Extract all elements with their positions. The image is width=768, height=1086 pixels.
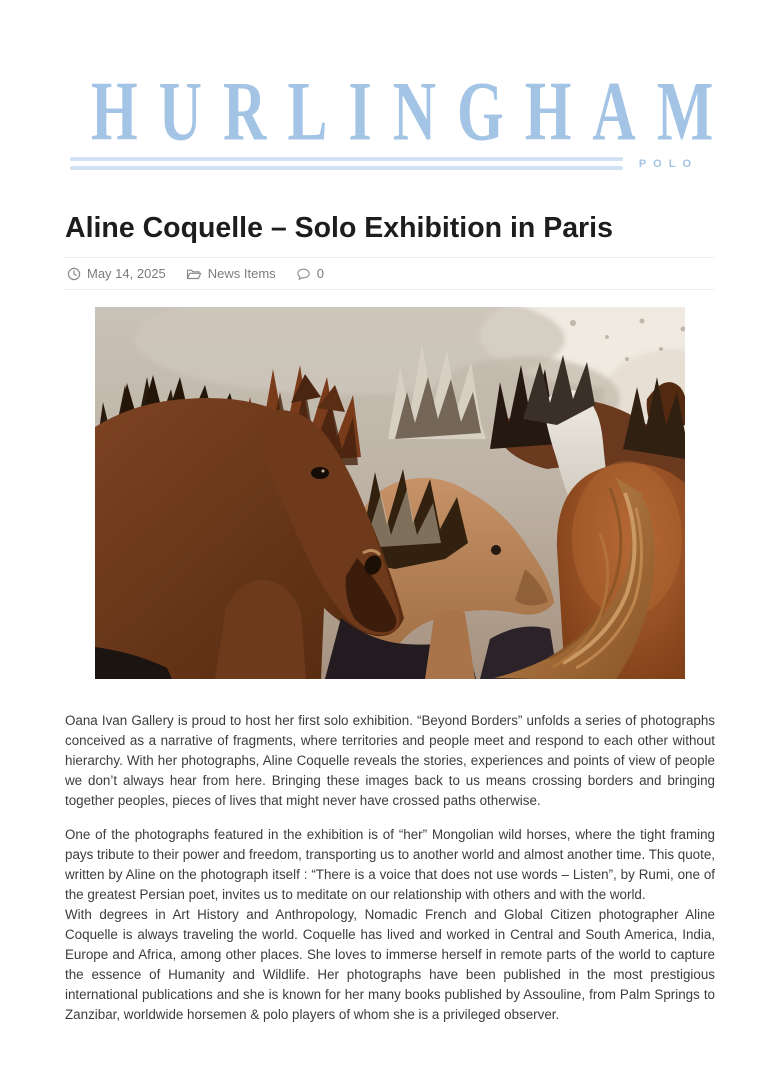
paragraph-2 — [65, 825, 715, 1025]
post-date-label: May 14, 2025 — [87, 266, 166, 282]
logo-subtitle: POLO — [638, 157, 698, 170]
paragraph-2-part-a: One of the photographs featured in the exhibition is of “her” Mongolian wild horses, where the tight framing pays tribute to their power and freedom, transporting us to another world and almost another time. This quote, written by Aline on the photograph itself : “There is a voice that does not use words – Listen”, by Rumi, one of the greatest Persian poet, invites us to meditate on our relationship with others and with the world. — [65, 827, 715, 903]
folder-icon — [186, 267, 202, 281]
comment-icon — [296, 267, 311, 281]
paragraph-2-part-b: With degrees in Art History and Anthropology, Nomadic French and Global Citizen photographer Aline Coquelle is always traveling the world. Coquelle has lived and worked in Central and South America, India, Europe and Africa, among other places. She loves to immerse herself in remote parts of the world to capture the essence of Humanity and Wildlife. Her photographs have been published in the most prestigious international publications and she is known for her many books published by Assouline, from Palm Springs to Zanzibar, worldwide horsemen & polo players of whom she is a privileged observer. — [65, 907, 715, 1023]
featured-image — [65, 307, 715, 679]
article-body — [65, 711, 715, 1025]
post-comments-count[interactable]: 0 — [316, 266, 324, 282]
clock-icon — [67, 267, 81, 281]
page-title: Aline Coquelle – Solo Exhibition in Paris — [65, 212, 613, 244]
post-comments[interactable] — [296, 266, 324, 281]
site-logo[interactable] — [70, 64, 735, 170]
logo-wordmark: HURLINGHAM — [91, 64, 735, 158]
post-category-link[interactable]: News Items — [207, 266, 276, 282]
paragraph-1: Oana Ivan Gallery is proud to host her first solo exhibition. “Beyond Borders” unfolds a series of photographs conceived as a narrative of fragments, where territories and people meet and respond to each other without hierarchy. With her photographs, Aline Coquelle reveals the stories, experiences and points of view of people we don’t always hear from here. Bringing these images back to us means crossing borders and bringing together peoples, pieces of lives that might never have crossed paths otherwise. — [65, 713, 715, 809]
post-meta — [65, 257, 715, 290]
wild-horses-photo — [95, 307, 685, 679]
article-content — [65, 213, 715, 1025]
post-date — [67, 266, 166, 281]
post-category[interactable] — [186, 266, 276, 281]
site-header — [0, 0, 768, 175]
